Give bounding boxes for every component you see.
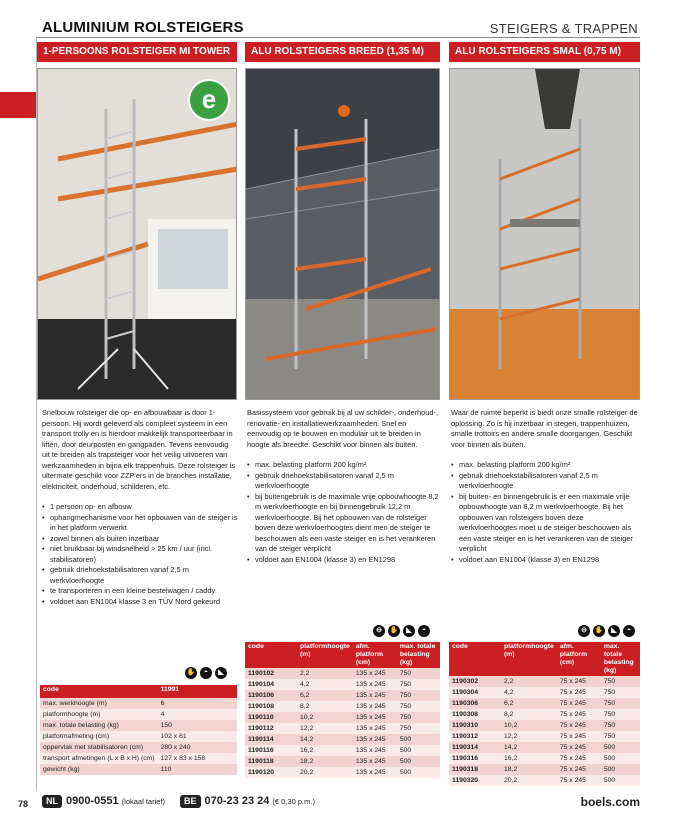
spec-label: platformafmeting (cm) bbox=[40, 731, 158, 742]
table-row bbox=[40, 731, 237, 742]
product-code: 1190114 bbox=[245, 734, 297, 745]
table-header: afm. platform (cm) bbox=[353, 642, 397, 668]
product-photo-smal bbox=[449, 68, 640, 400]
table-cell: 750 bbox=[397, 668, 440, 679]
safety-shoes-icon: ◣ bbox=[215, 667, 227, 679]
product-photo-mi-tower bbox=[37, 68, 237, 400]
website-link[interactable]: boels.com bbox=[580, 795, 640, 809]
list-item: • gebruik driehoekstabilisatoren vanaf 2,5 m werkvloerhoogte bbox=[247, 471, 439, 492]
table-cell: 75 x 245 bbox=[557, 775, 601, 786]
table-cell: 500 bbox=[397, 756, 440, 767]
table-cell: 500 bbox=[397, 767, 440, 778]
table-row bbox=[449, 742, 640, 753]
table-cell: 750 bbox=[601, 687, 640, 698]
table-cell: 8,2 bbox=[501, 709, 557, 720]
table-cell: 750 bbox=[397, 712, 440, 723]
table-cell: 14,2 bbox=[297, 734, 353, 745]
table-row bbox=[245, 767, 440, 778]
helmet-icon: ◓ bbox=[200, 667, 212, 679]
nl-note: (lokaal tarief) bbox=[121, 797, 166, 806]
table-header: code bbox=[245, 642, 297, 668]
list-item: • voldoet aan EN1004 klasse 3 en TÜV Nord gekeurd bbox=[42, 597, 238, 608]
table-cell: 750 bbox=[601, 698, 640, 709]
spec-label: max. werkhoogte (m) bbox=[40, 698, 158, 709]
table-cell: 75 x 245 bbox=[557, 764, 601, 775]
description-mi-tower bbox=[42, 408, 238, 607]
gloves-icon: ✋ bbox=[185, 667, 197, 679]
be-phone[interactable]: 070-23 23 24 bbox=[204, 795, 270, 807]
table-cell: 135 x 245 bbox=[353, 690, 397, 701]
category-title: STEIGERS & TRAPPEN bbox=[489, 21, 638, 36]
safety-icons-mi-tower bbox=[185, 667, 227, 679]
table-cell: 500 bbox=[601, 764, 640, 775]
table-row bbox=[449, 676, 640, 687]
table-cell: 500 bbox=[601, 775, 640, 786]
list-item: • zowel binnen als buiten inzetbaar bbox=[42, 534, 238, 545]
table-row bbox=[449, 698, 640, 709]
table-cell: 75 x 245 bbox=[557, 753, 601, 764]
product-table-smal bbox=[449, 642, 640, 786]
helmet-icon: ◓ bbox=[623, 625, 635, 637]
description-breed bbox=[247, 408, 439, 565]
be-badge: BE bbox=[180, 795, 201, 808]
table-row bbox=[245, 668, 440, 679]
spec-label: platformhoogte (m) bbox=[40, 709, 158, 720]
table-cell: 12,2 bbox=[297, 723, 353, 734]
spec-value: 4 bbox=[158, 709, 237, 720]
safety-icons-smal bbox=[578, 625, 635, 637]
list-item: • gebruik driehoekstabilisatoren vanaf 2,5 m werkvloerhoogte bbox=[42, 565, 238, 586]
table-cell: 10,2 bbox=[501, 720, 557, 731]
table-cell: 135 x 245 bbox=[353, 767, 397, 778]
product-code: 1190320 bbox=[449, 775, 501, 786]
table-cell: 750 bbox=[601, 676, 640, 687]
spec-value: 280 x 240 bbox=[158, 742, 237, 753]
table-cell: 75 x 245 bbox=[557, 687, 601, 698]
nl-badge: NL bbox=[42, 795, 62, 808]
list-item: • ophangmechanisme voor het opbouwen van de steiger is in het platform verwerkt bbox=[42, 513, 238, 534]
table-cell: 750 bbox=[601, 731, 640, 742]
table-row bbox=[449, 775, 640, 786]
spec-table-mi-tower bbox=[40, 685, 237, 775]
table-row bbox=[40, 753, 237, 764]
table-row bbox=[245, 690, 440, 701]
table-cell: 135 x 245 bbox=[353, 701, 397, 712]
product-code: 1190102 bbox=[245, 668, 297, 679]
safety-icons-breed bbox=[373, 625, 430, 637]
table-row bbox=[245, 756, 440, 767]
product-code: 1190318 bbox=[449, 764, 501, 775]
spec-value: 127 x 83 x 158 bbox=[158, 753, 237, 764]
product-code: 1190310 bbox=[449, 720, 501, 731]
product-code: 1190308 bbox=[449, 709, 501, 720]
table-cell: 4,2 bbox=[297, 679, 353, 690]
product-code: 1190118 bbox=[245, 756, 297, 767]
table-cell: 500 bbox=[601, 742, 640, 753]
table-row bbox=[40, 742, 237, 753]
table-cell: 20,2 bbox=[297, 767, 353, 778]
table-cell: 135 x 245 bbox=[353, 712, 397, 723]
product-code: 1190314 bbox=[449, 742, 501, 753]
table-cell: 750 bbox=[601, 720, 640, 731]
table-header: 11991 bbox=[158, 685, 237, 698]
table-cell: 135 x 245 bbox=[353, 745, 397, 756]
table-cell: 75 x 245 bbox=[557, 742, 601, 753]
product-code: 1190112 bbox=[245, 723, 297, 734]
list-item: • te transporteren in een kleine bestelwagen / caddy bbox=[42, 586, 238, 597]
product-code: 1190104 bbox=[245, 679, 297, 690]
table-row bbox=[449, 720, 640, 731]
table-cell: 18,2 bbox=[501, 764, 557, 775]
table-cell: 20,2 bbox=[501, 775, 557, 786]
table-header: code bbox=[40, 685, 158, 698]
table-cell: 4,2 bbox=[501, 687, 557, 698]
table-cell: 135 x 245 bbox=[353, 723, 397, 734]
list-item: • gebruik driehoekstabilisatoren vanaf 2,5 m werkvloerhoogte bbox=[451, 471, 641, 492]
product-code: 1190116 bbox=[245, 745, 297, 756]
table-cell: 2,2 bbox=[297, 668, 353, 679]
product-photo-breed bbox=[245, 68, 440, 400]
spec-value: 150 bbox=[158, 720, 237, 731]
list-item: • max. belasting platform 200 kg/m² bbox=[451, 460, 641, 471]
section-tab bbox=[0, 92, 36, 118]
list-item: • niet bruikbaar bij windsnelheid > 25 km / uur (incl. stabilisatoren) bbox=[42, 544, 238, 565]
table-row bbox=[245, 712, 440, 723]
table-header: platformhoogte (m) bbox=[297, 642, 353, 668]
product-table-breed bbox=[245, 642, 440, 778]
gloves-icon: ✋ bbox=[388, 625, 400, 637]
table-header: max. totale belasting (kg) bbox=[397, 642, 440, 668]
table-cell: 135 x 245 bbox=[353, 679, 397, 690]
feature-list bbox=[451, 460, 641, 565]
table-row bbox=[449, 731, 640, 742]
table-cell: 750 bbox=[397, 690, 440, 701]
column-heading-breed: ALU ROLSTEIGERS BREED (1,35 M) bbox=[245, 42, 440, 62]
spec-value: 6 bbox=[158, 698, 237, 709]
table-cell: 75 x 245 bbox=[557, 709, 601, 720]
table-cell: 12,2 bbox=[501, 731, 557, 742]
spec-value: 110 bbox=[158, 764, 237, 775]
list-item: • bij buiten- en binnengebruik is er een maximale vrije opbouwhoogte van 8,2 m werkvloerhoogte. Bij het opbouwen van rolsteigers boven deze werkvloerhoogtes moet u de steiger beschouwen als een vaste steiger en is het verankeren van de steiger verplicht bbox=[451, 492, 641, 555]
column-heading-smal: ALU ROLSTEIGERS SMAL (0,75 M) bbox=[449, 42, 640, 62]
product-code: 1190302 bbox=[449, 676, 501, 687]
table-cell: 135 x 245 bbox=[353, 668, 397, 679]
feature-list bbox=[247, 460, 439, 565]
table-row bbox=[245, 745, 440, 756]
table-row bbox=[449, 709, 640, 720]
table-row bbox=[40, 764, 237, 775]
product-code: 1190108 bbox=[245, 701, 297, 712]
spec-label: transport afmetingen (L x B x H) (cm) bbox=[40, 753, 158, 764]
table-cell: 18,2 bbox=[297, 756, 353, 767]
table-row bbox=[449, 687, 640, 698]
harness-icon: ⊖ bbox=[373, 625, 385, 637]
intro-text: Basissysteem voor gebruik bij al uw schilder-, onderhoud-, renovatie- en installatiewerkzaamheden. Snel en eenvoudig op te bouwen en modulair uit te breiden in hoogte als breedte. Geschikt voor binnen als buiten. bbox=[247, 408, 439, 449]
product-code: 1190120 bbox=[245, 767, 297, 778]
product-code: 1190304 bbox=[449, 687, 501, 698]
table-row bbox=[40, 698, 237, 709]
table-row bbox=[245, 734, 440, 745]
product-code: 1190106 bbox=[245, 690, 297, 701]
be-note: (€ 0,30 p.m.) bbox=[272, 797, 315, 806]
table-cell: 750 bbox=[397, 701, 440, 712]
list-item: • voldoet aan EN1004 (klasse 3) en EN1298 bbox=[247, 555, 439, 566]
nl-phone[interactable]: 0900-0551 bbox=[66, 795, 119, 807]
table-cell: 500 bbox=[397, 745, 440, 756]
table-cell: 8,2 bbox=[297, 701, 353, 712]
safety-shoes-icon: ◣ bbox=[608, 625, 620, 637]
helmet-icon: ◓ bbox=[418, 625, 430, 637]
page-title: ALUMINIUM ROLSTEIGERS bbox=[42, 19, 244, 36]
harness-icon: ⊖ bbox=[578, 625, 590, 637]
table-cell: 75 x 245 bbox=[557, 720, 601, 731]
table-cell: 2,2 bbox=[501, 676, 557, 687]
gloves-icon: ✋ bbox=[593, 625, 605, 637]
table-header: max. totale belasting (kg) bbox=[601, 642, 640, 676]
spec-value: 102 x 61 bbox=[158, 731, 237, 742]
table-cell: 750 bbox=[601, 709, 640, 720]
table-header: code bbox=[449, 642, 501, 676]
page-number: 78 bbox=[18, 799, 29, 809]
header-rule bbox=[36, 37, 640, 38]
product-code: 1190316 bbox=[449, 753, 501, 764]
table-cell: 6,2 bbox=[297, 690, 353, 701]
table-row bbox=[40, 709, 237, 720]
table-cell: 500 bbox=[601, 753, 640, 764]
table-cell: 16,2 bbox=[297, 745, 353, 756]
spec-label: oppervlak met stabilisatoren (cm) bbox=[40, 742, 158, 753]
table-cell: 75 x 245 bbox=[557, 676, 601, 687]
table-header: platformhoogte (m) bbox=[501, 642, 557, 676]
contact-nl bbox=[42, 795, 165, 808]
safety-shoes-icon: ◣ bbox=[403, 625, 415, 637]
table-row bbox=[245, 679, 440, 690]
table-cell: 750 bbox=[397, 679, 440, 690]
table-cell: 75 x 245 bbox=[557, 698, 601, 709]
contact-be bbox=[180, 795, 315, 808]
table-cell: 6,2 bbox=[501, 698, 557, 709]
list-item: • 1 persoon op- en afbouw bbox=[42, 502, 238, 513]
product-code: 1190110 bbox=[245, 712, 297, 723]
spec-label: gewicht (kg) bbox=[40, 764, 158, 775]
table-row bbox=[245, 701, 440, 712]
e-logo-icon: e bbox=[188, 79, 230, 121]
table-cell: 750 bbox=[397, 723, 440, 734]
table-cell: 75 x 245 bbox=[557, 731, 601, 742]
intro-text: Snelbouw rolsteiger die op- en afbouwbaar is door 1-persoon. Hij wordt geleverd als compleet systeem in een transport trolly en is hierdoor makkelijk transporteerbaar in liften, door deurposten en gangpaden. Tevens eenvoudig uit te breiden als trapsteiger voor het veilig uitvoeren van werkzaamheden in bijna elk trappenhuis. Deze rolsteiger is ultermate geschikt voor ZZP'ers in de branches installatie, elektriciteit, onderhoud, schilderen, etc. bbox=[42, 408, 236, 491]
table-row bbox=[40, 720, 237, 731]
spec-label: max. totale belasting (kg) bbox=[40, 720, 158, 731]
table-cell: 135 x 245 bbox=[353, 756, 397, 767]
table-row bbox=[449, 764, 640, 775]
description-smal bbox=[451, 408, 641, 565]
table-row bbox=[245, 723, 440, 734]
product-code: 1190312 bbox=[449, 731, 501, 742]
column-heading-mi-tower: 1-PERSOONS ROLSTEIGER MI TOWER bbox=[37, 42, 237, 62]
table-row bbox=[449, 753, 640, 764]
table-cell: 16,2 bbox=[501, 753, 557, 764]
table-cell: 14,2 bbox=[501, 742, 557, 753]
intro-text: Waar de ruimte beperkt is biedt onze smalle rolsteiger de oplossing. Zo is hij inzetbaar in stegen, trappenhuizen, smalle trottoirs en andere smalle doorgangen. Geschikt voor binnen als buiten. bbox=[451, 408, 638, 449]
table-cell: 135 x 245 bbox=[353, 734, 397, 745]
list-item: • bij buitengebruik is de maximale vrije opbouwhoogte 8,2 m werkvloerhoogte en bij binnengebruik 12,2 m werkvloerhoogte. Bij het opbouwen van de rolsteiger boven deze werkvloerhoogtes dient men de steiger te beschouwen als een vaste steiger en is het verankeren van de steiger verplicht bbox=[247, 492, 439, 555]
feature-list bbox=[42, 502, 238, 607]
list-item: • max. belasting platform 200 kg/m² bbox=[247, 460, 439, 471]
product-code: 1190306 bbox=[449, 698, 501, 709]
list-item: • voldoet aan EN1004 (klasse 3) en EN1298 bbox=[451, 555, 641, 566]
table-cell: 10,2 bbox=[297, 712, 353, 723]
table-header: afm. platform (cm) bbox=[557, 642, 601, 676]
table-cell: 500 bbox=[397, 734, 440, 745]
